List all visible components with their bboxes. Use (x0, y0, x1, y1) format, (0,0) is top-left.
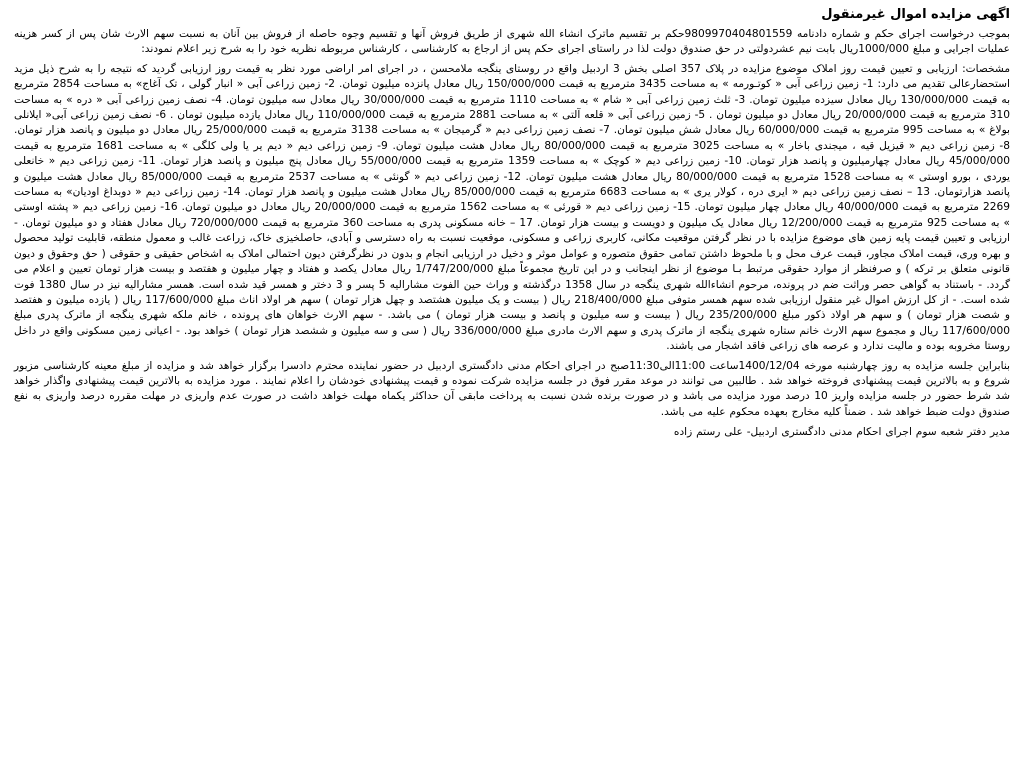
signature-line: مدیر دفتر شعبه سوم اجرای احکام مدنی دادگستری اردبیل- علی رستم زاده (673, 426, 1010, 439)
intro-paragraph: بموجب درخواست اجرای حکم و شماره دادنامه 9809970404801559حکم بر تقسیم ماترک انشاء الله شهری از طریق فروش آنها و تقسیم وجوه حاصله از فروش بین آنان به نسبت سهم الارث شان پس از کسر هزینه عملیات اجرایی و مبلغ 1000/000ریال بابت نیم عشردولتی در حق صندوق دولت لذا در راستای اجرای حکم پس از ارجاع به کارشناسی ، کارشناس مربوطه نظریه خود را به شرح زیر اعلام نمودند: (14, 28, 1010, 56)
auction-session-paragraph: بنابراین جلسه مزایده به روز چهارشنبه مورخه 1400/12/04ساعت 11:00الی11:30صبح در اجرای احکام مدنی دادگستری اردبیل در حضور نماینده محترم دادسرا برگزار خواهد شد و مزایده از مبلغ معینه کارشناسی مزبور شروع و به بالاترین قیمت پیشنهادی فروخته خواهد شد . طالبین می توانند در موعد مقرر فوق در جلسه مزایده شرکت نموده و قیمت پیشنهادی خودشان را اعلام نمایند . مورد مزایده به بالاترین قیمت پیشنهادی واگذار خواهد شد شرط حضور در جلسه مزایده واریز 10 درصد مورد مزایده می باشد و در صورت برنده شدن نسبت به پرداخت مابقی آن حداکثر یکماه مهلت خواهد داشت در صورت عدم واریزی در مهلت مقرره درصد واریزی به نفع صندوق دولت ضبط خواهد شد . ضمناً کلیه مخارج بعهده محکوم علیه می باشد. (14, 359, 1010, 418)
specifications-paragraph: مشخصات: ارزیابی و تعیین قیمت روز املاک موضوع مزایده در پلاک 357 اصلی بخش 3 اردبیل واقع در روستای ینگجه ملامحسن ، در اجرای امر اراضی مورد نظر به قیمت روز ارزیابی گردید که نتیجه را به شرح ذیل مزید استحضارعالی تقدیم می دارد: 1- زمین زراعی آبی « کوتـورمه » به مساحت 3435 مترمربع به قیمت 150/000/000 ریال معادل پانزده میلیون تومان. 2- زمین زراعی آبی « انبار گولی ، تک آغاج» به مساحت 2854 مترمربع به قیمت 130/000/000 ریال معادل سیزده میلیون تومان. 3- ثلث زمین زراعی آبی « شام » به مساحت 1110 مترمربع به قیمت 30/000/000 ریال معادل سه میلیون تومان. 4- نصف زمین زراعی آبی « دره » به مساحت 310 مترمربع به قیمت 20/000/000 ریال معادل دو میلیون تومان . 5- زمین زراعی آبی « قلعه آلتی » به مساحت 2881 مترمربع به قیمت 110/000/000 ریال معادل یازده میلیون تومان . 6- نصف زمین زراعی آبی« ایلانلی بولاغ » به مساحت 995 مترمربع به قیمت 60/000/000 ریال معادل شش میلیون تومان. 7- نصف زمین زراعی دیم « گرمیجان » به مساحت 3138 مترمربع به قیمت 25/000/000 ریال معادل دو میلیون و پانصد هزار تومان. 8- زمین زراعی دیم « قیزیل قیه ، میجندی باخار » به مساحت 3025 مترمربع به قیمت 80/000/000 ریال معادل هشت میلیون تومان. 9- زمین زراعی دیم « دیم یر یا ولی کلگی » به مساحت 1681 مترمربع به قیمت 45/000/000 ریال معادل چهارمیلیون و پانصد هزار تومان. 10- زمین زراعی دیم « کوچک » به مساحت 1359 مترمربع به قیمت 55/000/000 ریال معادل پنج میلیون و پانصد هزار تومان. 11- زمین زراعی دیم « خانعلی یوردی ، بورو اوستی » به مساحت 1528 مترمربع به قیمت 80/000/000 ریال معادل هشت میلیون تومان. 12- زمین زراعی دیم « گونئی » به مساحت 2537 مترمربع به قیمت 85/000/000 ریال معادل هشت میلیون و پانصد هزارتومان. 13 – نصف زمین زراعی دیم « ایری دره ، کولار یری » به مساحت 6683 مترمربع به قیمت 85/000/000 ریال معادل هشت میلیون و پانصد هزار تومان. 14- زمین زراعی دیم « دوبداغ اودیان» به مساحت 2269 مترمربع به قیمت 40/000/000 ریال معادل چهار میلیون تومان. 15- زمین زراعی دیم « قورئی » به مساحت 1562 مترمربع به قیمت 20/000/000 ریال معادل دو میلیون تومان. 16- زمین زراعی دیم « پشته اوستی » به مساحت 925 مترمربع به قیمت 12/200/000 ریال معادل یک میلیون و دویست و بیست هزار تومان. 17 – خانه مسکونی پدری به مساحت 360 مترمربع به قیمت 720/000/000 ریال معادل هفتاد و دو میلیون تومان. - ارزیابی و تعیین قیمت پایه زمین های موضوع مزایده با در نظر گرفتن موقعیت مکانی، کاربری زراعی و مسکونی، موقعیت نسبت به راه دسترسی و آبادی، حاصلخیزی خاک، زراعت غالب و معمول منطقه، قابلیت تولید محصول و بهره وری، قیمت املاک مجاور، قیمت عرف محل و با ملحوظ داشتن تمامی حقوق متصوره و عوامل موثر و دخیل در ارزیابی انجام و بدون در نظرگرفتن دیون احتمالی املاک به اشخاص حقیقی و حقوقی ( حق وحقوق و دیون قانونی متعلق بر ترکه ) و صرفنظر از موارد حقوقی مرتبط بـا موضوع از نظر اینجانب و در این تاریخ مجموعاً مبلغ 1/747/200/000 ریال معادل یکصد و هفتاد و چهار میلیون و هفتصد و بیست هزار تومان تعیین و اعلام می گردد. - باستناد به گواهی حصر وراثت ضم در پرونده، مرحوم انشاءالله شهری ینگجه در سال 1358 درگذشته و وراث حین الفوت مشارالیه 5 پسر و 3 دختر و همسر قید شده است. همسر مشارالیه نیز در سال 1380 فوت شده است. - از کل ارزش اموال غیر منقول ارزیابی شده سهم همسر متوفی مبلغ 218/400/000 ریال ( بیست و یک میلیون هشتصد و چهل هزار تومان ) سهم هر اولاد اناث مبلغ 117/600/000 ریال ( یازده میلیون و هفتصد و شصت هزار تومان ) و سهم هر اولاد ذکور مبلغ 235/200/000 ریال ( بیست و سه میلیون و پانصد و بیست هزار تومان ) می باشد. - سهم الارث خواهان های پرونده ، خانم ملکه شهری ینگجه از ماترک پدری مبلغ 117/600/000 ریال و مجموع سهم الارث خانم ستاره شهری ینگجه از ماترک پدری و سهم الارث مادری مبلغ 336/000/000 ریال ( سی و سه میلیون و ششصد هزار تومان ) خواهد بود. - اعیانی زمین مسکونی واقع در داخل روستا مخروبه بوده و مالیت ندارد و عرصه های زراعی فاقد اشجار می باشند. (14, 62, 1011, 353)
notice-title: اگهی مزایده اموال غیرمنقول (821, 7, 1010, 22)
